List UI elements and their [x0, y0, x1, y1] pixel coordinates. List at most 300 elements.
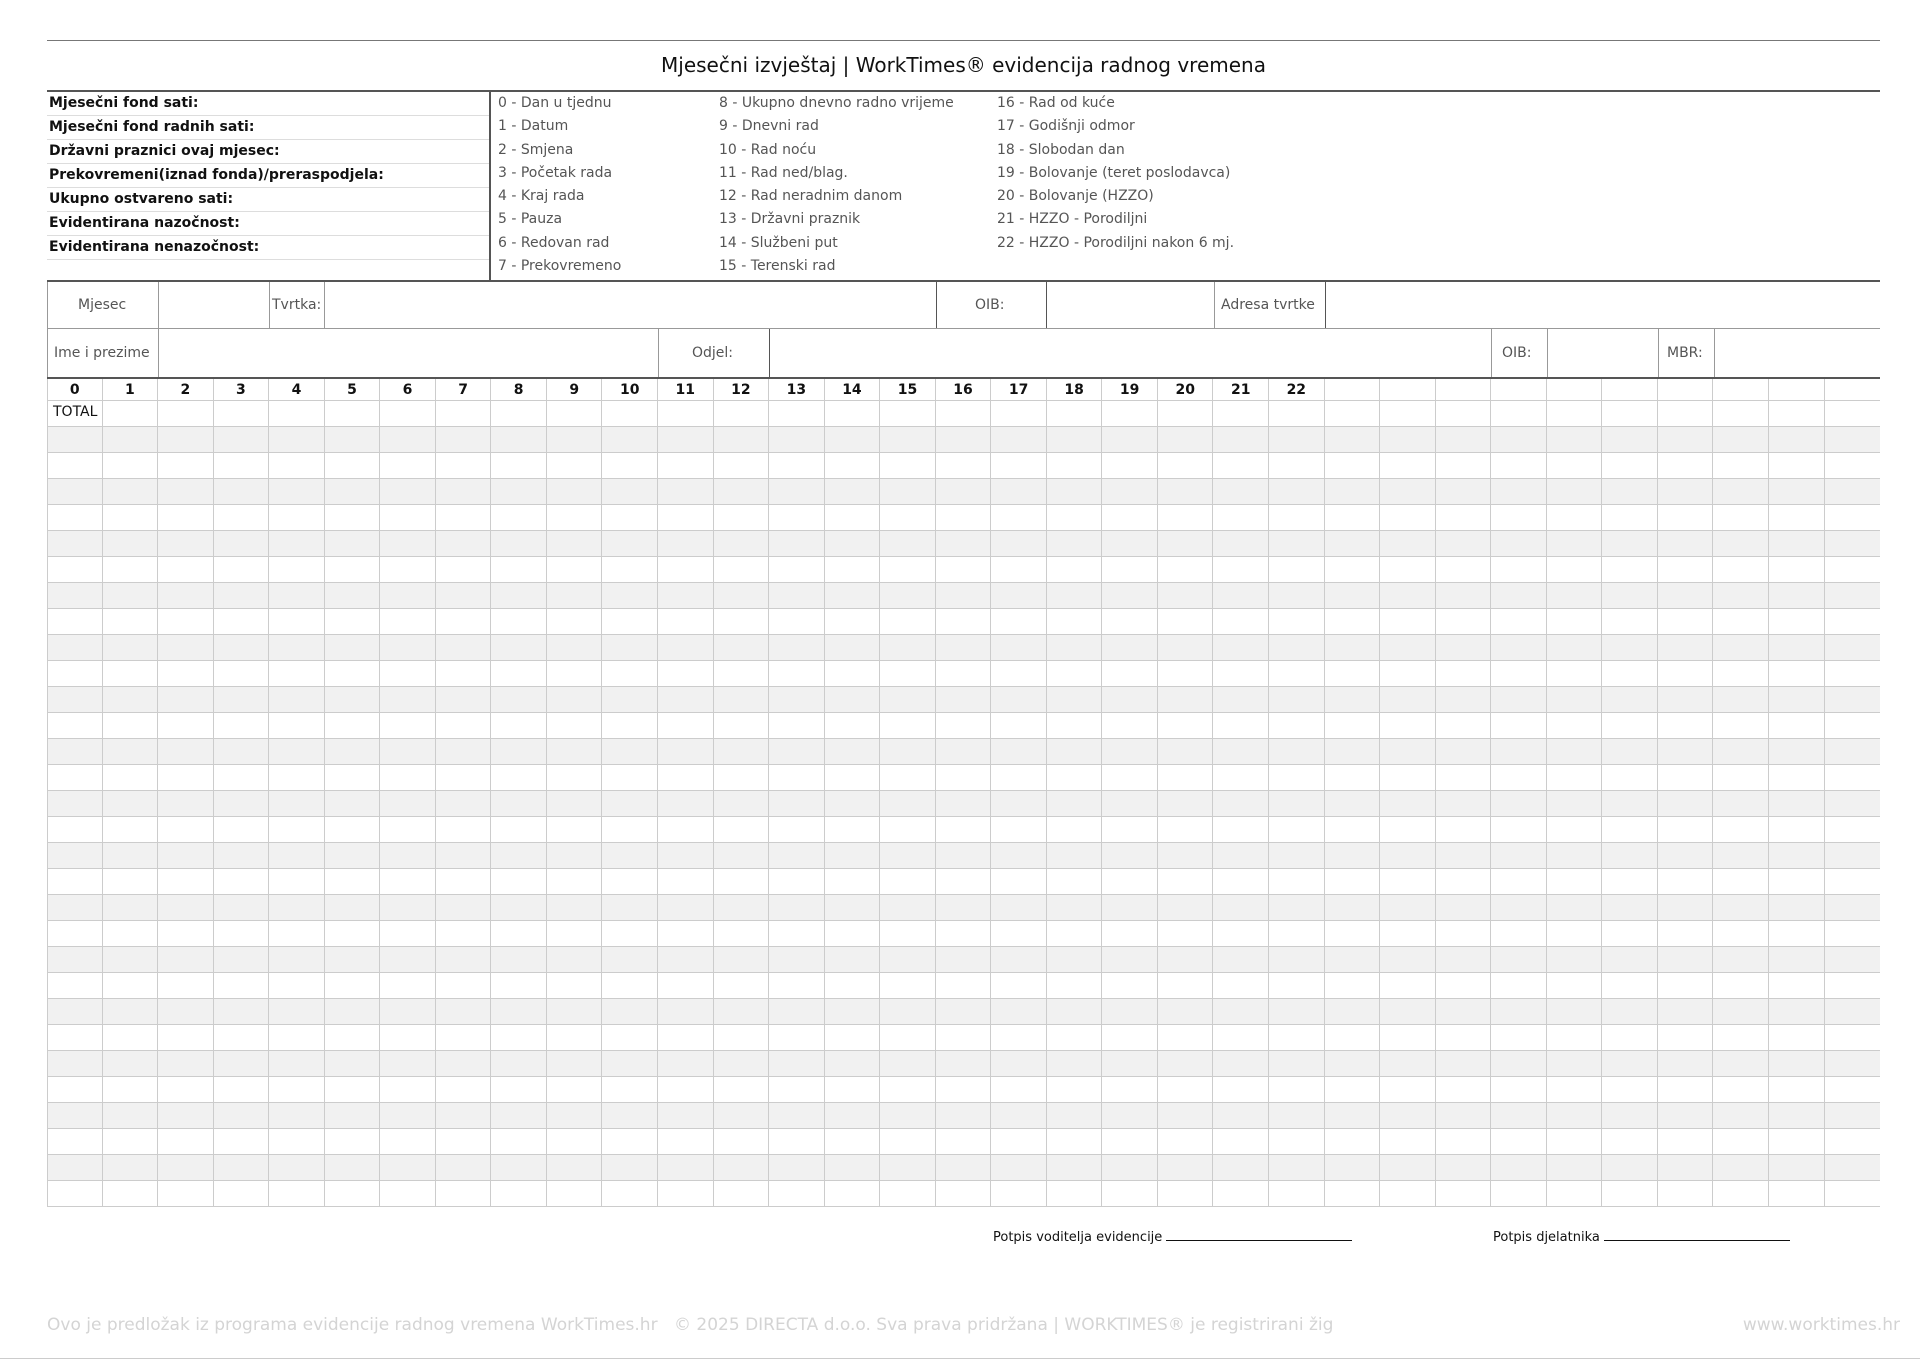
table-cell[interactable]: [714, 583, 770, 608]
table-cell[interactable]: [491, 531, 547, 556]
table-cell[interactable]: [1713, 739, 1769, 764]
table-cell[interactable]: [436, 687, 492, 712]
table-cell[interactable]: [1047, 713, 1103, 738]
table-cell[interactable]: [1658, 1181, 1714, 1206]
table-cell[interactable]: [1436, 1103, 1492, 1128]
table-cell[interactable]: [1325, 583, 1381, 608]
table-cell[interactable]: [1325, 869, 1381, 894]
table-cell[interactable]: [1491, 1155, 1547, 1180]
table-cell[interactable]: [269, 557, 325, 582]
table-cell[interactable]: [1158, 817, 1214, 842]
table-cell[interactable]: [991, 921, 1047, 946]
table-cell[interactable]: [1269, 531, 1325, 556]
table-cell[interactable]: [1102, 817, 1158, 842]
table-cell[interactable]: [880, 895, 936, 920]
table-cell[interactable]: [1102, 713, 1158, 738]
table-cell[interactable]: [1158, 869, 1214, 894]
table-cell[interactable]: [936, 895, 992, 920]
table-cell[interactable]: [602, 583, 658, 608]
table-cell[interactable]: [1658, 791, 1714, 816]
table-cell[interactable]: [1325, 947, 1381, 972]
table-cell[interactable]: [1491, 453, 1547, 478]
table-cell[interactable]: [325, 583, 381, 608]
table-cell[interactable]: [380, 609, 436, 634]
table-cell[interactable]: [602, 479, 658, 504]
table-cell[interactable]: [1769, 531, 1825, 556]
table-cell[interactable]: [1158, 895, 1214, 920]
table-cell[interactable]: [1213, 609, 1269, 634]
table-cell[interactable]: [103, 427, 159, 452]
table-cell[interactable]: [936, 557, 992, 582]
table-cell[interactable]: [491, 843, 547, 868]
table-cell[interactable]: [1047, 947, 1103, 972]
table-cell[interactable]: [1491, 1077, 1547, 1102]
table-cell[interactable]: [1213, 1051, 1269, 1076]
table-cell[interactable]: [547, 713, 603, 738]
table-cell[interactable]: [269, 713, 325, 738]
table-cell[interactable]: [547, 609, 603, 634]
table-cell[interactable]: [214, 479, 270, 504]
table-cell[interactable]: [1436, 973, 1492, 998]
table-cell[interactable]: [491, 895, 547, 920]
table-cell[interactable]: [1547, 739, 1603, 764]
table-cell[interactable]: [1269, 791, 1325, 816]
table-cell[interactable]: [1602, 791, 1658, 816]
table-cell[interactable]: [1436, 687, 1492, 712]
table-cell[interactable]: [880, 427, 936, 452]
table-cell[interactable]: [1158, 843, 1214, 868]
table-cell[interactable]: [602, 1155, 658, 1180]
table-cell[interactable]: [325, 1025, 381, 1050]
table-cell[interactable]: [1102, 505, 1158, 530]
table-cell[interactable]: [1213, 895, 1269, 920]
table-cell[interactable]: [1491, 973, 1547, 998]
table-cell[interactable]: [1547, 1129, 1603, 1154]
table-cell[interactable]: [991, 687, 1047, 712]
table-cell[interactable]: [1491, 1181, 1547, 1206]
table-cell[interactable]: [825, 999, 881, 1024]
table-cell[interactable]: [1102, 1129, 1158, 1154]
table-cell[interactable]: [491, 1051, 547, 1076]
table-cell[interactable]: [1547, 1077, 1603, 1102]
table-cell[interactable]: [1547, 479, 1603, 504]
table-cell[interactable]: [158, 869, 214, 894]
table-cell[interactable]: [47, 895, 103, 920]
table-cell[interactable]: [658, 1077, 714, 1102]
table-cell[interactable]: [1713, 1025, 1769, 1050]
table-cell[interactable]: [214, 999, 270, 1024]
table-cell[interactable]: [214, 947, 270, 972]
table-cell[interactable]: [1269, 973, 1325, 998]
table-cell[interactable]: [825, 531, 881, 556]
table-cell[interactable]: [1769, 869, 1825, 894]
table-cell[interactable]: [1158, 1103, 1214, 1128]
table-cell[interactable]: [325, 713, 381, 738]
table-cell[interactable]: [880, 1077, 936, 1102]
table-cell[interactable]: [1380, 583, 1436, 608]
table-cell[interactable]: [1769, 609, 1825, 634]
table-cell[interactable]: [1047, 869, 1103, 894]
table-cell[interactable]: [1436, 661, 1492, 686]
table-cell[interactable]: [1491, 869, 1547, 894]
table-cell[interactable]: [214, 687, 270, 712]
table-cell[interactable]: [325, 999, 381, 1024]
table-cell[interactable]: [1491, 947, 1547, 972]
table-cell[interactable]: [1825, 739, 1881, 764]
table-cell[interactable]: [1769, 453, 1825, 478]
table-cell[interactable]: [491, 817, 547, 842]
table-cell[interactable]: [658, 479, 714, 504]
table-cell[interactable]: [880, 557, 936, 582]
table-cell[interactable]: [158, 713, 214, 738]
table-cell[interactable]: [1658, 1155, 1714, 1180]
table-cell[interactable]: [1325, 531, 1381, 556]
table-cell[interactable]: [380, 895, 436, 920]
table-cell[interactable]: [1380, 973, 1436, 998]
table-cell[interactable]: [769, 817, 825, 842]
table-cell[interactable]: [325, 973, 381, 998]
table-cell[interactable]: [769, 1103, 825, 1128]
table-cell[interactable]: [1213, 713, 1269, 738]
table-cell[interactable]: [1380, 999, 1436, 1024]
company-address-input[interactable]: [1326, 282, 1878, 328]
table-cell[interactable]: [103, 687, 159, 712]
table-cell[interactable]: [602, 869, 658, 894]
table-cell[interactable]: [1047, 427, 1103, 452]
table-cell[interactable]: [1325, 973, 1381, 998]
table-cell[interactable]: [1047, 1129, 1103, 1154]
table-cell[interactable]: [658, 505, 714, 530]
table-cell[interactable]: [1102, 999, 1158, 1024]
table-cell[interactable]: [1658, 713, 1714, 738]
table-cell[interactable]: [47, 739, 103, 764]
table-cell[interactable]: [825, 505, 881, 530]
table-cell[interactable]: [47, 1129, 103, 1154]
table-cell[interactable]: [380, 1025, 436, 1050]
table-cell[interactable]: [1436, 895, 1492, 920]
table-cell[interactable]: [1213, 999, 1269, 1024]
table-cell[interactable]: [991, 843, 1047, 868]
table-cell[interactable]: [103, 635, 159, 660]
table-cell[interactable]: [1047, 817, 1103, 842]
table-cell[interactable]: [1380, 635, 1436, 660]
table-cell[interactable]: [1769, 973, 1825, 998]
table-cell[interactable]: [491, 973, 547, 998]
table-cell[interactable]: [1325, 427, 1381, 452]
table-cell[interactable]: [991, 999, 1047, 1024]
table-cell[interactable]: [1825, 921, 1881, 946]
table-cell[interactable]: [1380, 921, 1436, 946]
table-cell[interactable]: [991, 661, 1047, 686]
table-cell[interactable]: [1602, 609, 1658, 634]
table-cell[interactable]: [380, 687, 436, 712]
table-cell[interactable]: [1658, 1051, 1714, 1076]
table-cell[interactable]: [1769, 1103, 1825, 1128]
table-cell[interactable]: [1658, 557, 1714, 582]
table-cell[interactable]: [380, 583, 436, 608]
table-cell[interactable]: [991, 479, 1047, 504]
table-cell[interactable]: [380, 661, 436, 686]
table-cell[interactable]: [880, 973, 936, 998]
table-cell[interactable]: [880, 635, 936, 660]
table-cell[interactable]: [214, 1025, 270, 1050]
table-cell[interactable]: [1547, 661, 1603, 686]
table-cell[interactable]: [1213, 843, 1269, 868]
table-cell[interactable]: [1325, 817, 1381, 842]
table-cell[interactable]: [1825, 713, 1881, 738]
table-cell[interactable]: [1658, 583, 1714, 608]
table-cell[interactable]: [547, 1181, 603, 1206]
table-cell[interactable]: [658, 557, 714, 582]
table-cell[interactable]: [380, 505, 436, 530]
table-cell[interactable]: [1380, 1181, 1436, 1206]
table-cell[interactable]: [158, 687, 214, 712]
table-cell[interactable]: [1769, 1181, 1825, 1206]
table-cell[interactable]: [658, 973, 714, 998]
table-cell[interactable]: [269, 427, 325, 452]
table-cell[interactable]: [1602, 1103, 1658, 1128]
manager-signature-line[interactable]: [1166, 1240, 1352, 1241]
table-cell[interactable]: [1269, 947, 1325, 972]
table-cell[interactable]: [825, 1155, 881, 1180]
table-cell[interactable]: [1658, 817, 1714, 842]
table-cell[interactable]: [714, 1155, 770, 1180]
table-cell[interactable]: [1158, 765, 1214, 790]
table-cell[interactable]: [547, 479, 603, 504]
table-cell[interactable]: [769, 739, 825, 764]
table-cell[interactable]: [1102, 661, 1158, 686]
table-cell[interactable]: [47, 1103, 103, 1128]
company-input[interactable]: [325, 282, 935, 328]
table-cell[interactable]: [880, 999, 936, 1024]
table-cell[interactable]: [269, 1025, 325, 1050]
table-cell[interactable]: [325, 947, 381, 972]
table-cell[interactable]: [602, 453, 658, 478]
table-cell[interactable]: [991, 453, 1047, 478]
table-cell[interactable]: [1380, 791, 1436, 816]
table-cell[interactable]: [1213, 1025, 1269, 1050]
table-cell[interactable]: [1325, 557, 1381, 582]
table-cell[interactable]: [1158, 713, 1214, 738]
table-cell[interactable]: [1380, 453, 1436, 478]
table-cell[interactable]: [602, 947, 658, 972]
table-cell[interactable]: [491, 609, 547, 634]
table-cell[interactable]: [825, 817, 881, 842]
table-cell[interactable]: [880, 739, 936, 764]
table-cell[interactable]: [1769, 1129, 1825, 1154]
table-cell[interactable]: [547, 817, 603, 842]
table-cell[interactable]: [825, 921, 881, 946]
table-cell[interactable]: [658, 921, 714, 946]
table-cell[interactable]: [658, 531, 714, 556]
table-cell[interactable]: [158, 1155, 214, 1180]
table-cell[interactable]: [47, 973, 103, 998]
table-cell[interactable]: [1602, 1129, 1658, 1154]
table-cell[interactable]: [1213, 921, 1269, 946]
table-cell[interactable]: [714, 635, 770, 660]
table-cell[interactable]: [602, 531, 658, 556]
table-cell[interactable]: [1269, 869, 1325, 894]
table-cell[interactable]: [103, 895, 159, 920]
table-cell[interactable]: [436, 1181, 492, 1206]
table-cell[interactable]: [436, 1103, 492, 1128]
employee-oib-input[interactable]: [1548, 329, 1658, 377]
table-cell[interactable]: [547, 1025, 603, 1050]
table-cell[interactable]: [103, 713, 159, 738]
table-cell[interactable]: [991, 739, 1047, 764]
table-cell[interactable]: [991, 635, 1047, 660]
table-cell[interactable]: [880, 1181, 936, 1206]
table-cell[interactable]: [1047, 921, 1103, 946]
table-cell[interactable]: [1213, 947, 1269, 972]
table-cell[interactable]: [269, 947, 325, 972]
table-cell[interactable]: [1269, 713, 1325, 738]
table-cell[interactable]: [714, 609, 770, 634]
table-cell[interactable]: [1713, 1051, 1769, 1076]
table-cell[interactable]: [1436, 817, 1492, 842]
table-cell[interactable]: [1825, 1181, 1881, 1206]
table-cell[interactable]: [1491, 921, 1547, 946]
table-cell[interactable]: [658, 791, 714, 816]
table-cell[interactable]: [991, 791, 1047, 816]
table-cell[interactable]: [1436, 843, 1492, 868]
table-cell[interactable]: [1380, 947, 1436, 972]
table-cell[interactable]: [1602, 765, 1658, 790]
table-cell[interactable]: [380, 427, 436, 452]
table-cell[interactable]: [1047, 895, 1103, 920]
table-cell[interactable]: [1102, 557, 1158, 582]
table-cell[interactable]: [1491, 531, 1547, 556]
table-cell[interactable]: [880, 479, 936, 504]
table-cell[interactable]: [269, 1129, 325, 1154]
table-cell[interactable]: [47, 1025, 103, 1050]
table-cell[interactable]: [103, 817, 159, 842]
table-cell[interactable]: [1102, 609, 1158, 634]
table-cell[interactable]: [1213, 453, 1269, 478]
table-cell[interactable]: [602, 557, 658, 582]
table-cell[interactable]: [1158, 1051, 1214, 1076]
table-cell[interactable]: [325, 1077, 381, 1102]
table-cell[interactable]: [1547, 973, 1603, 998]
table-cell[interactable]: [1769, 765, 1825, 790]
table-cell[interactable]: [1713, 1077, 1769, 1102]
table-cell[interactable]: [436, 1155, 492, 1180]
table-cell[interactable]: [769, 1025, 825, 1050]
table-cell[interactable]: [769, 1051, 825, 1076]
table-cell[interactable]: [1269, 765, 1325, 790]
table-cell[interactable]: [1491, 843, 1547, 868]
table-cell[interactable]: [491, 1103, 547, 1128]
table-cell[interactable]: [269, 973, 325, 998]
table-cell[interactable]: [269, 1155, 325, 1180]
table-cell[interactable]: [1102, 687, 1158, 712]
table-cell[interactable]: [547, 973, 603, 998]
table-cell[interactable]: [269, 583, 325, 608]
table-cell[interactable]: [1102, 1181, 1158, 1206]
table-cell[interactable]: [214, 791, 270, 816]
table-cell[interactable]: [1547, 791, 1603, 816]
table-cell[interactable]: [1491, 713, 1547, 738]
table-cell[interactable]: [547, 791, 603, 816]
table-cell[interactable]: [1825, 843, 1881, 868]
table-cell[interactable]: [880, 843, 936, 868]
table-cell[interactable]: [158, 531, 214, 556]
table-cell[interactable]: [1436, 999, 1492, 1024]
table-cell[interactable]: [1325, 765, 1381, 790]
table-cell[interactable]: [1269, 843, 1325, 868]
table-cell[interactable]: [1158, 583, 1214, 608]
table-cell[interactable]: [880, 765, 936, 790]
table-cell[interactable]: [1102, 895, 1158, 920]
table-cell[interactable]: [1325, 687, 1381, 712]
table-cell[interactable]: [1713, 1155, 1769, 1180]
table-cell[interactable]: [1102, 531, 1158, 556]
table-cell[interactable]: [380, 817, 436, 842]
table-cell[interactable]: [1325, 1103, 1381, 1128]
table-cell[interactable]: [1713, 1103, 1769, 1128]
table-cell[interactable]: [1102, 921, 1158, 946]
table-cell[interactable]: [547, 635, 603, 660]
table-cell[interactable]: [1825, 557, 1881, 582]
table-cell[interactable]: [1825, 817, 1881, 842]
table-cell[interactable]: [1158, 973, 1214, 998]
table-cell[interactable]: [1380, 505, 1436, 530]
table-cell[interactable]: [269, 453, 325, 478]
table-cell[interactable]: [825, 713, 881, 738]
table-cell[interactable]: [1658, 661, 1714, 686]
table-cell[interactable]: [1325, 1051, 1381, 1076]
table-cell[interactable]: [214, 895, 270, 920]
table-cell[interactable]: [325, 791, 381, 816]
table-cell[interactable]: [1713, 453, 1769, 478]
table-cell[interactable]: [1102, 1103, 1158, 1128]
table-cell[interactable]: [602, 1025, 658, 1050]
table-cell[interactable]: [1269, 609, 1325, 634]
table-cell[interactable]: [1269, 1103, 1325, 1128]
table-cell[interactable]: [47, 1181, 103, 1206]
table-cell[interactable]: [714, 1051, 770, 1076]
table-cell[interactable]: [1602, 869, 1658, 894]
table-cell[interactable]: [714, 1103, 770, 1128]
table-cell[interactable]: [1047, 661, 1103, 686]
table-cell[interactable]: [103, 1181, 159, 1206]
table-cell[interactable]: [1547, 427, 1603, 452]
table-cell[interactable]: [47, 921, 103, 946]
table-cell[interactable]: [936, 739, 992, 764]
table-cell[interactable]: [769, 1155, 825, 1180]
table-cell[interactable]: [1547, 999, 1603, 1024]
table-cell[interactable]: [1269, 583, 1325, 608]
table-cell[interactable]: [769, 635, 825, 660]
table-cell[interactable]: [547, 921, 603, 946]
table-cell[interactable]: [47, 1077, 103, 1102]
table-cell[interactable]: [1547, 1051, 1603, 1076]
table-cell[interactable]: [825, 869, 881, 894]
table-cell[interactable]: [1213, 1155, 1269, 1180]
table-cell[interactable]: [1213, 1129, 1269, 1154]
table-cell[interactable]: [936, 505, 992, 530]
table-cell[interactable]: [1825, 973, 1881, 998]
table-cell[interactable]: [214, 739, 270, 764]
table-cell[interactable]: [1547, 1155, 1603, 1180]
table-cell[interactable]: [1658, 531, 1714, 556]
table-cell[interactable]: [1769, 1077, 1825, 1102]
table-cell[interactable]: [1602, 1025, 1658, 1050]
table-cell[interactable]: [991, 765, 1047, 790]
table-cell[interactable]: [658, 895, 714, 920]
table-cell[interactable]: [214, 427, 270, 452]
table-cell[interactable]: [214, 505, 270, 530]
